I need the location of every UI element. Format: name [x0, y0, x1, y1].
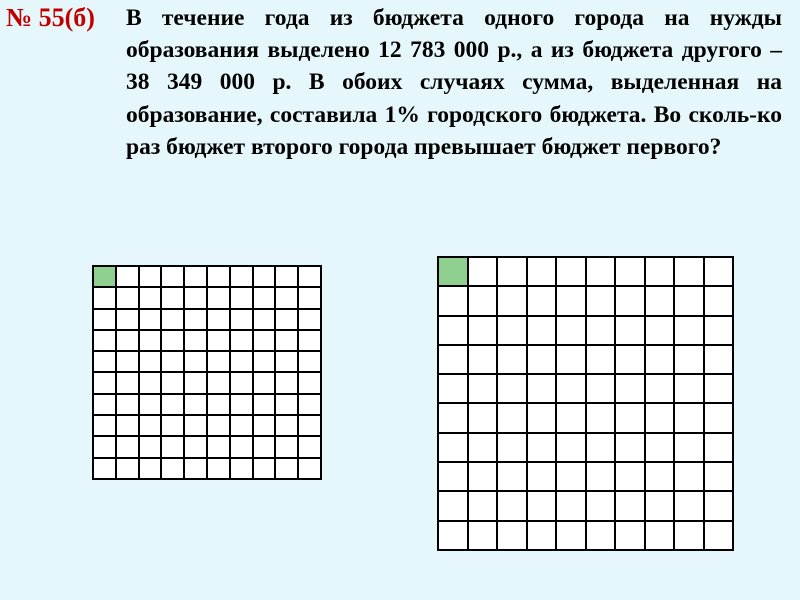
grid-cell: [94, 373, 117, 394]
grid-cell: [439, 522, 469, 551]
grid-cell: [94, 310, 117, 331]
grid-cell: [439, 317, 469, 346]
grid-cell: [587, 287, 617, 316]
grid-cell: [140, 288, 163, 309]
grid-cell: [705, 434, 735, 463]
grid-cell: [140, 373, 163, 394]
grid-cell: [162, 437, 185, 458]
grid-cell: [528, 434, 558, 463]
grid-cell: [469, 287, 499, 316]
grid-cell: [498, 258, 528, 287]
grid-cell: [254, 437, 277, 458]
grid-cell: [185, 267, 208, 288]
grid-cell: [528, 522, 558, 551]
grid-cell: [94, 459, 117, 480]
grid-cell: [140, 352, 163, 373]
grid-cell: [254, 459, 277, 480]
grid-cell: [208, 373, 231, 394]
grid-cell: [185, 310, 208, 331]
grid-cell: [675, 522, 705, 551]
grid-cell: [299, 395, 322, 416]
grid-cell: [185, 352, 208, 373]
grid-cell: [254, 331, 277, 352]
grid-cell: [498, 522, 528, 551]
grid-cell: [675, 258, 705, 287]
grid-cell: [94, 395, 117, 416]
grid-cell: [469, 375, 499, 404]
grid-cell: [498, 287, 528, 316]
grid-cell: [616, 404, 646, 433]
grid-cell: [557, 258, 587, 287]
grid-cell: [616, 463, 646, 492]
grid-cell: [140, 331, 163, 352]
grid-cell: [185, 373, 208, 394]
grid-cell-filled: [439, 258, 469, 287]
grid-cell: [528, 317, 558, 346]
grid-cell: [675, 375, 705, 404]
grid-cell: [299, 352, 322, 373]
grid-cell: [185, 331, 208, 352]
grid-cell: [94, 352, 117, 373]
grid-cell: [587, 375, 617, 404]
grid-cell: [299, 331, 322, 352]
grid-cell: [469, 463, 499, 492]
grid-cell: [231, 352, 254, 373]
grid-cell: [185, 416, 208, 437]
grid-cell: [117, 267, 140, 288]
grid-cell: [231, 267, 254, 288]
grid-cell: [705, 346, 735, 375]
grid-cell: [646, 492, 676, 521]
grid-cell: [254, 267, 277, 288]
grid-cell: [528, 404, 558, 433]
grid-cell: [587, 463, 617, 492]
grid-cell: [587, 522, 617, 551]
grid-cell: [117, 352, 140, 373]
grid-cell: [646, 287, 676, 316]
grid-cell: [162, 288, 185, 309]
grid-cell: [208, 267, 231, 288]
grid-cell: [162, 352, 185, 373]
grid-cell: [557, 463, 587, 492]
grid-cell: [231, 288, 254, 309]
grid-cell: [162, 416, 185, 437]
grid-cell: [587, 317, 617, 346]
grid-cell: [254, 288, 277, 309]
grid-cell: [162, 267, 185, 288]
grid-cell: [117, 416, 140, 437]
grid-cell: [616, 492, 646, 521]
grid-cell: [185, 437, 208, 458]
grid-cell: [498, 463, 528, 492]
grid-cell: [254, 352, 277, 373]
grid-cell: [208, 416, 231, 437]
grid-cell: [276, 416, 299, 437]
grid-cell: [140, 395, 163, 416]
grid-cell: [469, 404, 499, 433]
grid-cell: [162, 459, 185, 480]
grid-cell: [498, 317, 528, 346]
grid-cell: [276, 267, 299, 288]
grid-cell: [705, 404, 735, 433]
grid-cell: [231, 310, 254, 331]
grid-cell: [94, 331, 117, 352]
grid-cell: [616, 434, 646, 463]
grid-cell: [498, 434, 528, 463]
grid-cell: [616, 258, 646, 287]
grid-cell: [587, 346, 617, 375]
grid-cell: [528, 375, 558, 404]
grid-cell: [276, 310, 299, 331]
grid-cell: [299, 416, 322, 437]
grid-cell: [94, 437, 117, 458]
grid-cell: [299, 459, 322, 480]
grid-cell: [498, 492, 528, 521]
grid-cell: [705, 463, 735, 492]
grid-cell: [498, 404, 528, 433]
grid-cell: [231, 373, 254, 394]
grid-cell: [208, 331, 231, 352]
grid-cell: [498, 346, 528, 375]
grid-cell: [254, 373, 277, 394]
grid-cell: [117, 437, 140, 458]
grid-cell: [231, 459, 254, 480]
grid-cell: [469, 522, 499, 551]
grid-cell: [469, 492, 499, 521]
grid-cell: [117, 288, 140, 309]
grid-cell: [140, 437, 163, 458]
grid-cell: [276, 395, 299, 416]
grid-cell: [208, 459, 231, 480]
grid-cell: [231, 395, 254, 416]
grid-cell: [94, 416, 117, 437]
grid-cell: [439, 492, 469, 521]
grid-cell: [528, 346, 558, 375]
grid-cell: [162, 310, 185, 331]
grid-cell: [117, 459, 140, 480]
grid-cell: [276, 331, 299, 352]
grid-cell: [557, 346, 587, 375]
grid-cell: [557, 522, 587, 551]
grid-cell-filled: [94, 267, 117, 288]
grid-cell: [439, 375, 469, 404]
grid-cell: [646, 404, 676, 433]
grid-cell: [469, 317, 499, 346]
grid-cell: [557, 317, 587, 346]
grid-cell: [231, 416, 254, 437]
grid-cell: [528, 287, 558, 316]
grid-cell: [117, 310, 140, 331]
grid-cell: [208, 352, 231, 373]
grid-cell: [557, 287, 587, 316]
grid-cell: [185, 459, 208, 480]
grid-cell: [299, 437, 322, 458]
grid-cell: [675, 346, 705, 375]
grid-cell: [117, 373, 140, 394]
grid-cell: [616, 287, 646, 316]
grid-cell: [162, 331, 185, 352]
grid-cell: [439, 463, 469, 492]
grid-cell: [675, 404, 705, 433]
grid-cell: [705, 492, 735, 521]
grid-cell: [469, 434, 499, 463]
grid-cell: [557, 375, 587, 404]
grid-cell: [675, 434, 705, 463]
grid-cell: [557, 492, 587, 521]
grid-cell: [231, 331, 254, 352]
grid-cell: [587, 404, 617, 433]
grid-cell: [276, 437, 299, 458]
grid-cell: [439, 404, 469, 433]
grid-cell: [675, 463, 705, 492]
grid-cell: [646, 346, 676, 375]
grid-second-city-budget: [437, 256, 734, 551]
grid-cell: [587, 492, 617, 521]
grid-cell: [587, 434, 617, 463]
grid-cell: [616, 522, 646, 551]
grid-cell: [469, 346, 499, 375]
grid-cell: [162, 395, 185, 416]
grid-cell: [705, 287, 735, 316]
grid-cell: [299, 267, 322, 288]
grid-cell: [439, 434, 469, 463]
grid-cell: [117, 331, 140, 352]
grid-cell: [705, 317, 735, 346]
grid-cell: [646, 463, 676, 492]
grid-cell: [557, 434, 587, 463]
grid-cell: [208, 288, 231, 309]
grid-cell: [162, 373, 185, 394]
grid-cell: [140, 267, 163, 288]
grid-cell: [705, 258, 735, 287]
grid-cell: [587, 258, 617, 287]
grid-cell: [276, 459, 299, 480]
grid-cell: [299, 373, 322, 394]
grid-cell: [675, 287, 705, 316]
grid-cell: [276, 373, 299, 394]
grid-cell: [208, 395, 231, 416]
grid-cell: [140, 310, 163, 331]
grid-cell: [254, 395, 277, 416]
grid-cell: [616, 375, 646, 404]
grid-cell: [185, 395, 208, 416]
grid-cell: [616, 346, 646, 375]
grid-cell: [439, 346, 469, 375]
grid-cell: [646, 258, 676, 287]
grid-cell: [208, 437, 231, 458]
grid-cell: [528, 492, 558, 521]
grid-cell: [528, 258, 558, 287]
grid-cell: [185, 288, 208, 309]
grid-cell: [705, 375, 735, 404]
grid-cell: [675, 317, 705, 346]
grid-cell: [276, 352, 299, 373]
grid-cell: [276, 288, 299, 309]
grid-cell: [675, 492, 705, 521]
grid-cell: [616, 317, 646, 346]
grid-cell: [646, 522, 676, 551]
grid-cell: [528, 463, 558, 492]
grid-first-city-budget: [92, 265, 322, 480]
grid-cell: [557, 404, 587, 433]
grid-cell: [299, 288, 322, 309]
grid-cell: [299, 310, 322, 331]
problem-text: В течение года из бюджета одного города на нужды образования выделено 12 783 000 р., а из бюджета другого – 38 349 000 р. В обоих случаях сумма, выделенная на образование, составила 1% городского бюджета. Во сколь-ко раз бюджет второго города превышает бюджет первого?: [126, 5, 782, 160]
grid-cell: [254, 416, 277, 437]
grid-cell: [254, 310, 277, 331]
grid-cell: [469, 258, 499, 287]
grid-cell: [140, 459, 163, 480]
grid-cell: [498, 375, 528, 404]
grid-cell: [646, 434, 676, 463]
grid-cell: [646, 375, 676, 404]
grid-cell: [231, 437, 254, 458]
grid-cell: [439, 287, 469, 316]
grid-cell: [705, 522, 735, 551]
grid-cell: [646, 317, 676, 346]
grid-cell: [94, 288, 117, 309]
grid-cell: [117, 395, 140, 416]
grid-cell: [208, 310, 231, 331]
grid-cell: [140, 416, 163, 437]
problem-number: № 55(б): [6, 3, 95, 32]
